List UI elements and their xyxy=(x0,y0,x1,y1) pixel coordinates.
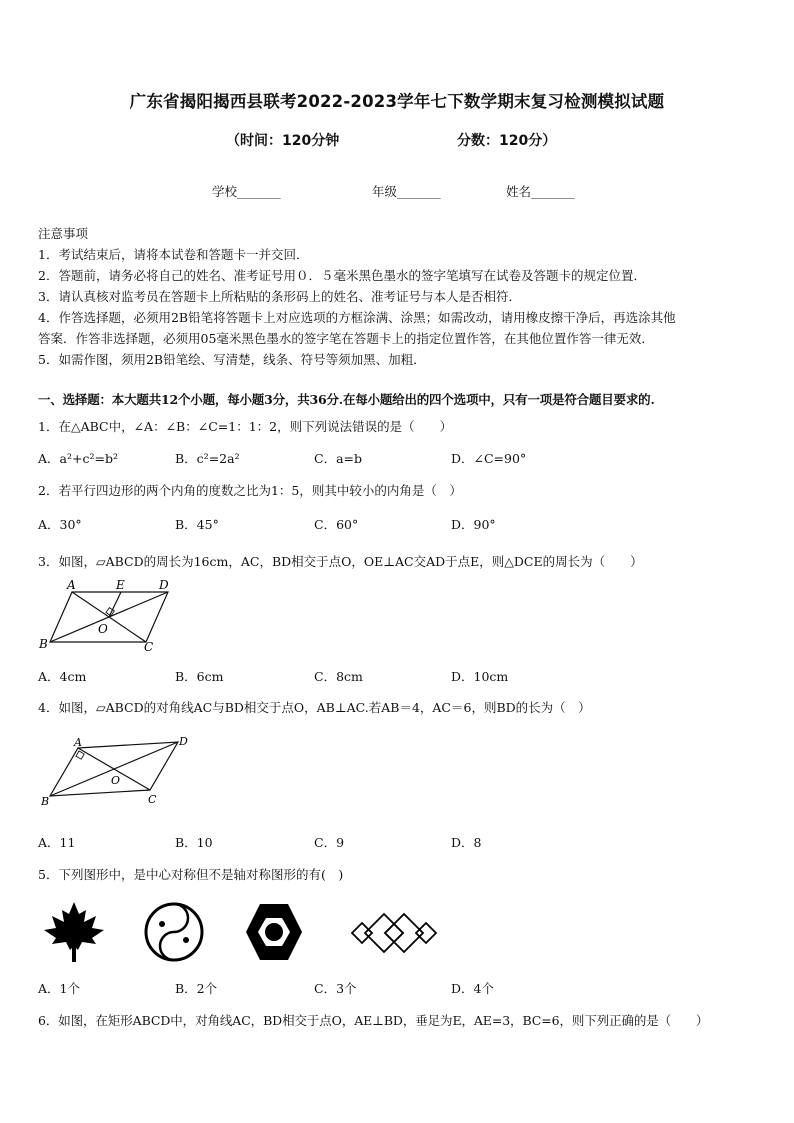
yin-yang-icon xyxy=(142,900,206,964)
q4-label-c: C xyxy=(148,793,157,806)
q3-label-d: D xyxy=(159,578,169,592)
q5-option-d: D．4个 xyxy=(451,981,494,996)
q2-option-c: C．60° xyxy=(314,517,359,532)
total-score: 分数：120分） xyxy=(457,133,557,149)
q3-option-d: D．10cm xyxy=(451,669,509,684)
q2-option-a: A．30° xyxy=(38,517,82,532)
q5-option-a: A．1个 xyxy=(38,981,80,996)
q2-option-d: D．90° xyxy=(451,517,496,532)
q3-parallelogram-figure xyxy=(36,578,176,652)
q4-label-o: O xyxy=(111,774,121,787)
question-6-stem: 6．如图，在矩形ABCD中，对角线AC，BD相交于点O，AE⊥BD，垂足为E，AE=3，BC=6，则下列正确的是（ ） xyxy=(38,1013,709,1028)
note-item: 2．答题前，请务必将自己的姓名、准考证号用０．５毫米黑色墨水的签字笔填写在试卷及答题卡的规定位置． xyxy=(38,268,646,283)
note-item: 4．作答选择题，必须用2B铅笔将答题卡上对应选项的方框涂满、涂黑；如需改动，请用橡皮擦干净后，再选涂其他 xyxy=(38,310,676,325)
question-2-stem: 2．若平行四边形的两个内角的度数之比为1：5，则其中较小的内角是（ ） xyxy=(38,483,462,498)
q5-option-b: B．2个 xyxy=(175,981,218,996)
question-3-stem: 3．如图，▱ABCD的周长为16cm，AC，BD相交于点O，OE⊥AC交AD于点E，则△DCE的周长为（ ） xyxy=(38,554,643,569)
q4-label-b: B xyxy=(41,795,50,808)
q5-option-c: C．3个 xyxy=(314,981,357,996)
q4-label-d: D xyxy=(179,735,188,748)
q1-option-a: A．a²+c²=b² xyxy=(38,451,118,466)
q1-option-c: C．a=b xyxy=(314,451,362,466)
q4-option-b: B．10 xyxy=(175,835,213,850)
maple-leaf-icon xyxy=(42,900,106,964)
q3-option-a: A．4cm xyxy=(38,669,87,684)
interlocked-diamonds-icon xyxy=(346,908,442,958)
q4-label-a: A xyxy=(74,736,82,749)
note-item: 答案．作答非选择题，必须用05毫米黑色墨水的签字笔在答题卡上的指定位置作答，在其他位置作答一律无效． xyxy=(38,331,654,346)
name-field: 姓名_______ xyxy=(506,184,575,199)
q3-label-a: A xyxy=(67,578,76,592)
q1-option-b: B．c²=2a² xyxy=(175,451,240,466)
q3-label-o: O xyxy=(98,622,108,636)
grade-field: 年级_______ xyxy=(372,184,441,199)
question-4-stem: 4．如图，▱ABCD的对角线AC与BD相交于点O，AB⊥AC.若AB＝4，AC＝6，则BD的长为（ ） xyxy=(38,700,591,715)
q3-option-b: B．6cm xyxy=(175,669,224,684)
note-item: 1．考试结束后，请将本试卷和答题卡一并交回． xyxy=(38,247,309,262)
q3-option-c: C．8cm xyxy=(314,669,363,684)
school-field: 学校_______ xyxy=(212,184,281,199)
q4-option-c: C．9 xyxy=(314,835,345,850)
q3-label-c: C xyxy=(144,640,154,652)
q2-option-b: B．45° xyxy=(175,517,219,532)
q4-option-a: A．11 xyxy=(38,835,76,850)
q1-option-d: D．∠C=90° xyxy=(451,451,527,466)
note-item: 5．如需作图，须用2B铅笔绘、写清楚，线条、符号等须加黑、加粗． xyxy=(38,352,426,367)
time-limit: （时间：120分钟 xyxy=(226,133,340,149)
hex-nut-icon xyxy=(242,900,306,964)
page-title: 广东省揭阳揭西县联考2022-2023学年七下数学期末复习检测模拟试题 xyxy=(129,92,665,111)
question-1-stem: 1．在△ABC中，∠A：∠B：∠C=1：1：2，则下列说法错误的是（ ） xyxy=(38,419,453,434)
notes-heading: 注意事项 xyxy=(38,226,89,241)
q3-label-e: E xyxy=(116,578,125,592)
q4-parallelogram-figure xyxy=(36,732,196,810)
q4-option-d: D．8 xyxy=(451,835,482,850)
q3-label-b: B xyxy=(39,637,48,651)
question-5-stem: 5．下列图形中，是中心对称但不是轴对称图形的有( ) xyxy=(38,867,344,882)
note-item: 3．请认真核对监考员在答题卡上所粘贴的条形码上的姓名、准考证号与本人是否相符． xyxy=(38,289,521,304)
section-heading: 一、选择题：本大题共12个小题，每小题3分，共36分.在每小题给出的四个选项中，只有一项是符合题目要求的. xyxy=(38,392,655,407)
